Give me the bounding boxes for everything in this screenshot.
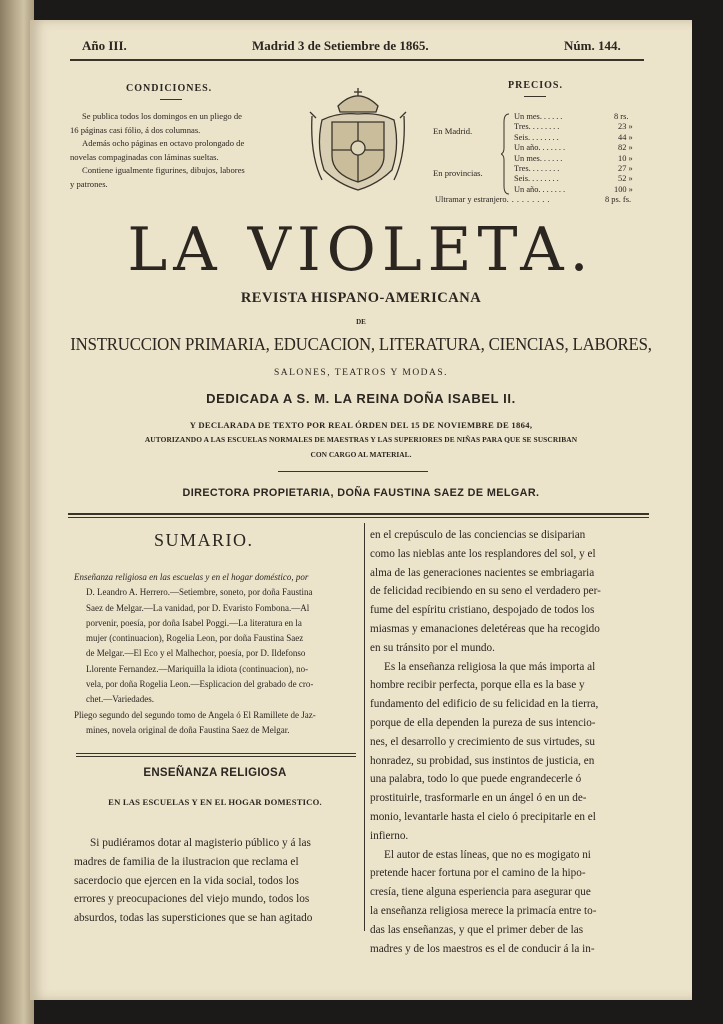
condiciones-line: Además ocho páginas en octavo prolongado de — [82, 138, 245, 148]
masthead-declared-2: AUTORIZANDO A LAS ESCUELAS NORMALES DE MAESTRAS Y LAS SUPERIORES DE NIÑAS PARA QUE SE SUSCRIBAN — [144, 435, 578, 444]
sumario-line: de Melgar.—El Eco y el Malhechor, poesía, por D. Ildefonso — [86, 648, 306, 659]
condiciones-line: y patrones. — [70, 178, 108, 189]
article-line: nes, el desarrollo y crecimiento de sus virtudes, su — [370, 735, 595, 748]
masthead-subjects: INSTRUCCION PRIMARIA, EDUCACION, LITERATURA, CIENCIAS, LABORES, — [70, 334, 652, 354]
article-line: madres de familia de la ilustracion que reclama el — [74, 855, 299, 868]
masthead-rule-top — [68, 513, 649, 515]
price-row: Un mes...... 10 » — [514, 153, 633, 163]
article-line: fume del espíritu cristiano, despojado de todos los — [370, 604, 595, 617]
article-title: ENSEÑANZA RELIGIOSA — [143, 767, 287, 779]
precios-underline — [524, 96, 546, 97]
sumario-line: D. Leandro A. Herrero.—Setiembre, soneto, por doña Faustina — [86, 587, 313, 598]
column-divider — [364, 523, 365, 931]
royal-coat-of-arms-icon — [308, 86, 408, 192]
article-line: monio, levantarle hasta el cielo ó precipitarle en el — [370, 810, 596, 823]
article-line: honradez, su probidad, sus instintos de justicia, en — [370, 754, 595, 767]
masthead-title: LA VIOLETA. — [127, 215, 595, 285]
article-line: alma de las generaciones nacientes se embriagaria — [370, 566, 595, 579]
article-line: prostituirle, trasformarle en un ángel ó en un de- — [370, 792, 587, 805]
sumario-line: mines, novela original de doña Faustina Saez de Melgar. — [86, 724, 290, 735]
price-row: Tres........ 27 » — [514, 164, 633, 174]
sumario-line: Pliego segundo del segundo tomo de Angela ó El Ramillete de Jaz- — [74, 709, 316, 720]
provincias-label: En provincias. — [433, 168, 483, 178]
masthead-rule-bottom — [68, 517, 649, 518]
article-line: en el crepúsculo de las conciencias se disiparian — [370, 529, 586, 541]
article-line: porque de ella dependen la pureza de sus intencio- — [370, 716, 596, 729]
masthead-director: DIRECTORA PROPIETARIA, DOÑA FAUSTINA SAEZ DE MELGAR. — [182, 487, 540, 499]
article-line: madres y de los maestros es el de conducir á la in- — [370, 942, 595, 955]
price-row: Seis........ 52 » — [514, 174, 633, 184]
price-row: Tres........ 23 » — [514, 122, 633, 132]
condiciones-underline — [160, 99, 182, 100]
article-line: en su tránsito por el mundo. — [370, 641, 495, 654]
ultramar-row: Ultramar y estranjero......... 8 ps. fs. — [435, 195, 632, 204]
sumario-rule-bottom — [76, 756, 356, 757]
price-row: Seis........ 44 » — [514, 132, 633, 142]
sumario-rule-top — [76, 753, 356, 754]
article-line: la enseñanza religiosa merece la primacía entre to- — [370, 904, 597, 917]
condiciones-line: Contiene igualmente figurines, dibujos, labores — [82, 165, 245, 175]
price-row: Un año....... 82 » — [514, 143, 633, 153]
price-row: Un año....... 100 » — [514, 184, 633, 194]
masthead-declared-1: Y DECLARADA DE TEXTO POR REAL ÓRDEN DEL 15 DE NOVIEMBRE DE 1864, — [189, 420, 533, 430]
article-line: El autor de estas líneas, que no es mogigato ni — [384, 848, 591, 861]
article-line: Es la enseñanza religiosa la que más importa al — [384, 660, 596, 673]
precios-title: PRECIOS. — [508, 80, 563, 91]
article-line: sacerdocio que ejercen en la vida social, todos los — [74, 874, 299, 887]
article-line: cresía, tiene alguna esperiencia para asegurar que — [370, 886, 591, 899]
article-subtitle: EN LAS ESCUELAS Y EN EL HOGAR DOMESTICO. — [108, 797, 322, 807]
masthead-subjects-2: SALONES, TEATROS Y MODAS. — [273, 368, 449, 378]
condiciones-text — [70, 110, 282, 191]
article-line: una palabra, todo lo que puede engrandecerle ó — [370, 773, 582, 786]
condiciones-line: 16 páginas casi fólio, á dos columnas. — [70, 124, 201, 135]
price-brace-icon — [501, 112, 511, 196]
masthead-short-rule — [278, 471, 428, 472]
masthead-declared-3: CON CARGO AL MATERIAL. — [310, 450, 412, 459]
article-line: como las nieblas ante los resplandores del sol, y el — [370, 547, 596, 560]
issue-year: Año III. — [82, 38, 127, 53]
newspaper-page — [30, 20, 692, 1000]
article-line: fundamento del edificio de su felicidad en la tierra, — [370, 698, 599, 711]
condiciones-line: novelas compaginadas con láminas sueltas. — [70, 151, 219, 162]
article-left-column — [74, 834, 356, 928]
price-row: Un mes...... 8 rs. — [514, 112, 629, 121]
article-line: de felicidad recibiendo en su seno el verdadero per- — [370, 585, 601, 598]
price-table — [514, 112, 644, 195]
sumario-line: Saez de Melgar.—La vanidad, por D. Evaristo Fombona.—Al — [86, 602, 310, 613]
masthead-dedication: DEDICADA A S. M. LA REINA DOÑA ISABEL II. — [206, 391, 516, 406]
masthead-de: DE — [356, 318, 366, 326]
header-rule — [70, 59, 644, 61]
sumario-text — [74, 570, 356, 738]
sumario-line: mujer (continuacion), Rogelia Leon, por doña Faustina Saez — [86, 633, 304, 644]
article-line: errores y preocupaciones del viejo mundo, todos los — [74, 893, 310, 906]
sumario-line: vela, por doña Rogelia Leon.—Esplicacion del grabado de cro- — [86, 679, 314, 690]
issue-date: Madrid 3 de Setiembre de 1865. — [252, 38, 429, 53]
sumario-line: Enseñanza religiosa en las escuelas y en el hogar doméstico, por — [74, 572, 309, 582]
issue-number: Núm. 144. — [564, 38, 621, 53]
sumario-title: SUMARIO. — [154, 530, 254, 550]
article-line: Si pudiéramos dotar al magisterio público y á las — [90, 837, 311, 849]
sumario-line: Llorente Fernandez.—Mariquilla la idiota (continuacion), no- — [86, 663, 309, 674]
madrid-label: En Madrid. — [433, 126, 473, 136]
sumario-line: porvenir, poesía, por doña Isabel Poggi.—La literatura en la — [86, 617, 302, 628]
condiciones-title: CONDICIONES. — [126, 83, 213, 94]
article-line: absurdos, todas las supersticiones que se han agitado — [74, 912, 313, 925]
article-line: hombre recibir perfecta, porque ella es la base y — [370, 679, 585, 692]
book-spine — [0, 0, 34, 1024]
condiciones-line: Se publica todos los domingos en un pliego de — [82, 111, 242, 121]
article-right-column — [370, 526, 652, 958]
article-line: das las enseñanzas, y que el primer deber de las — [370, 923, 584, 936]
article-line: miasmas y emanaciones deletéreas que ha recogido — [370, 622, 600, 635]
sumario-line: chet.—Variedades. — [86, 694, 154, 705]
article-line: pretende hacer fortuna por el camino de la hipo- — [370, 867, 586, 880]
article-line: infierno. — [370, 829, 409, 842]
masthead-subtitle: REVISTA HISPANO-AMERICANA — [240, 290, 482, 306]
